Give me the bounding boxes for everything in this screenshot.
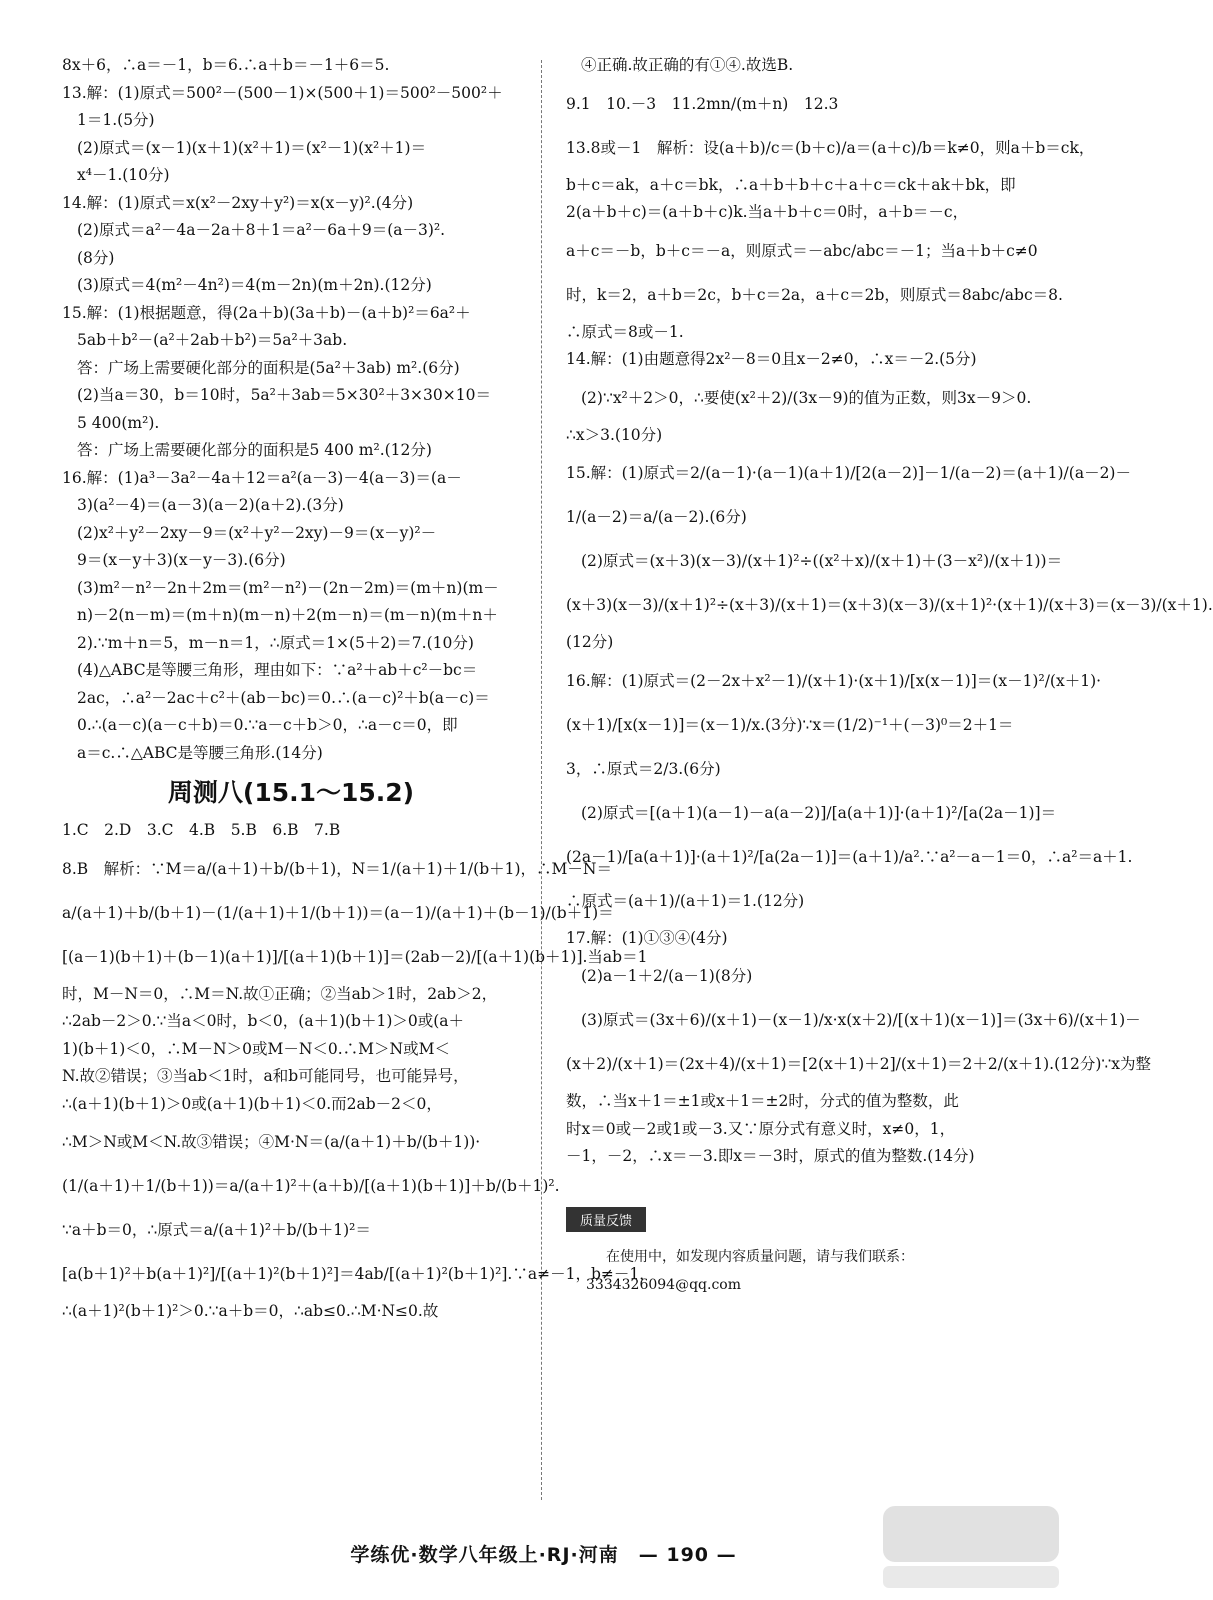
page-footer: 学练优·数学八年级上·RJ·河南 — 190 — [350,1544,737,1566]
text-line: 16.解：(1)原式＝(2－2x＋x²－1)/(x＋1)·(x＋1)/[x(x－1)]＝(x－1)²/(x＋1)· [566,671,1102,690]
text-line: (x＋1)/[x(x－1)]＝(x－1)/x.(3分)∵x＝(1/2)⁻¹＋(－3)⁰＝2＋1＝ [566,715,1014,734]
right-column [566,52,1213,1298]
text-line: 5 400(m²). [77,413,160,432]
text-line: ∴(a＋1)²(b＋1)²＞0.∵a＋b＝0，∴ab≤0.∴M·N≤0.故 [62,1302,439,1320]
text-line: 9.1 10.－3 11.2mn/(m＋n) 12.3 [566,94,839,113]
watermark-logo [877,1500,1065,1592]
text-line: ∴原式＝8或－1. [566,322,684,341]
text-line: 时x＝0或－2或1或－3.又∵原分式有意义时，x≠0，1， [566,1119,956,1138]
text-line: ∴M＞N或M＜N.故③错误；④M·N＝(a/(a＋1)＋b/(b＋1))· [62,1133,481,1151]
text-line: 3)(a²－4)＝(a－3)(a－2)(a＋2).(3分) [77,496,344,514]
text-line: 15.解：(1)根据题意，得(2a＋b)(3a＋b)－(a＋b)²＝6a²＋ [62,303,471,322]
text-line: ∴原式＝(a＋1)/(a＋1)＝1.(12分) [566,891,805,910]
text-line: b＋c＝ak，a＋c＝bk，∴a＋b＋b＋c＋a＋c＝ck＋ak＋bk，即 [566,175,1016,194]
text-line: 时，k＝2，a＋b＝2c，b＋c＝2a，a＋c＝2b，则原式＝8abc/abc＝8. [566,285,1063,304]
text-line: 2ac，∴a²－2ac＋c²＋(ab－bc)＝0.∴(a－c)²＋b(a－c)＝ [77,688,490,707]
text-line: 13.解：(1)原式＝500²－(500－1)×(500＋1)＝500²－500²＋ [62,83,503,102]
text-line: (2)a－1＋2/(a－1)(8分) [581,967,753,985]
text-line: －1，－2，∴x＝－3.即x＝－3时，原式的值为整数.(14分) [566,1147,975,1165]
text-line: [(a－1)(b＋1)＋(b－1)(a＋1)]/[(a＋1)(b＋1)]＝(2ab－2)/[(a＋1)(b＋1)].当ab＝1 [62,947,648,966]
text-line: x⁴－1.(10分) [77,166,170,184]
text-line: ∵a＋b＝0，∴原式＝a/(a＋1)²＋b/(b＋1)²＝ [62,1221,371,1239]
text-line: 1＝1.(5分) [77,111,155,129]
text-line: 3，∴原式＝2/3.(6分) [566,759,721,778]
text-line: (4)△ABC是等腰三角形，理由如下：∵a²＋ab＋c²－bc＝ [77,661,478,679]
text-line: (3)m²－n²－2n＋2m＝(m²－n²)－(2n－2m)＝(m＋n)(m－ [77,578,499,597]
text-line: 8.B 解析：∵M＝a/(a＋1)＋b/(b＋1)，N＝1/(a＋1)＋1/(b＋1)，∴M－N＝ [62,859,612,878]
feedback-text: 在使用中，如发现内容质量问题，请与我们联系： [606,1248,914,1265]
text-line: 14.解：(1)由题意得2x²－8＝0且x－2≠0，∴x＝－2.(5分) [566,350,977,368]
text-line: 时，M－N＝0，∴M＝N.故①正确；②当ab＞1时，2ab＞2， [62,984,498,1003]
feedback-label: 质量反馈 [566,1207,646,1232]
text-line: (2)∵x²＋2＞0，∴要使(x²＋2)/(3x－9)的值为正数，则3x－9＞0. [581,388,1032,407]
text-line: (3)原式＝(3x＋6)/(x＋1)－(x－1)/x·x(x＋2)/[(x＋1)(x－1)]＝(3x＋6)/(x＋1)－ [581,1011,1141,1029]
text-line: a＋c＝－b，b＋c＝－a，则原式＝－abc/abc＝－1；当a＋b＋c≠0 [566,241,1038,260]
text-line: ∴(a＋1)(b＋1)＞0或(a＋1)(b＋1)＜0.而2ab－2＜0， [62,1094,442,1113]
text-line: 0.∴(a－c)(a－c＋b)＝0.∵a－c＋b＞0，∴a－c＝0，即 [77,716,458,734]
text-line: [a(b＋1)²＋b(a＋1)²]/[(a＋1)²(b＋1)²]＝4ab/[(a＋1)²(b＋1)²].∵a≠－1，b≠－1， [62,1265,655,1283]
text-line: 2).∵m＋n＝5，m－n＝1，∴原式＝1×(5＋2)＝7.(10分) [77,633,474,652]
text-line: (3)原式＝4(m²－4n²)＝4(m－2n)(m＋2n).(12分) [77,276,432,294]
text-line: 9＝(x－y＋3)(x－y－3).(6分) [77,551,286,569]
text-line: (8分) [77,248,115,267]
text-line: 1/(a－2)＝a/(a－2).(6分) [566,508,747,526]
feedback-email[interactable]: 3334326094@qq.com [586,1276,741,1293]
text-line: (2)当a＝30，b＝10时，5a²＋3ab＝5×30²＋3×30×10＝ [77,386,491,404]
text-line: (x＋3)(x－3)/(x＋1)²÷(x＋3)/(x＋1)＝(x＋3)(x－3)/(x＋1)²·(x＋1)/(x＋3)＝(x－3)/(x＋1). [566,596,1213,614]
column-divider [541,60,542,1500]
text-line: 8x＋6，∴a＝－1，b＝6.∴a＋b＝－1＋6＝5. [62,56,390,74]
text-line: 5ab＋b²－(a²＋2ab＋b²)＝5a²＋3ab. [77,331,348,349]
text-line: (2)原式＝a²－4a－2a＋8＋1＝a²－6a＋9＝(a－3)². [77,221,446,239]
text-line: ④正确.故正确的有①④.故选B. [581,56,794,74]
text-line: a/(a＋1)＋b/(b＋1)－(1/(a＋1)＋1/(b＋1))＝(a－1)/(a＋1)＋(b－1)/(b＋1)＝ [62,903,614,922]
text-line: 答：广场上需要硬化部分的面积是5 400 m².(12分) [77,441,432,459]
text-line: ∴x＞3.(10分) [566,425,663,444]
text-line: (2)原式＝[(a＋1)(a－1)－a(a－2)]/[a(a＋1)]·(a＋1)²/[a(2a－1)]＝ [581,803,1057,822]
section-title: 周测八(15.1～15.2) [167,778,415,807]
text-line: 14.解：(1)原式＝x(x²－2xy＋y²)＝x(x－y)².(4分) [62,193,414,212]
text-line: N.故②错误；③当ab＜1时，a和b可能同号，也可能异号， [62,1067,469,1085]
text-line: 17.解：(1)①③④(4分) [566,928,728,947]
text-line: (2a－1)/[a(a＋1)]·(a＋1)²/[a(2a－1)]＝(a＋1)/a².∵a²－a－1＝0，∴a²＝a＋1. [566,847,1133,866]
text-line: (x＋2)/(x＋1)＝(2x＋4)/(x＋1)＝[2(x＋1)＋2]/(x＋1)＝2＋2/(x＋1).(12分)∵x为整 [566,1055,1152,1073]
text-line: (2)x²＋y²－2xy－9＝(x²＋y²－2xy)－9＝(x－y)²－ [77,523,437,542]
text-line: 1)(b＋1)＜0，∴M－N＞0或M－N＜0.∴M＞N或M＜ [62,1039,450,1058]
text-line: 数，∴当x＋1＝±1或x＋1＝±2时，分式的值为整数，此 [566,1092,959,1110]
quality-feedback [566,1207,1036,1298]
text-line: ∴2ab－2＞0.∵当a＜0时，b＜0，(a＋1)(b＋1)＞0或(a＋ [62,1012,465,1030]
text-line: 2(a＋b＋c)＝(a＋b＋c)k.当a＋b＋c＝0时，a＋b＝－c， [566,203,969,221]
text-line: 15.解：(1)原式＝2/(a－1)·(a－1)(a＋1)/[2(a－2)]－1/(a－2)＝(a＋1)/(a－2)－ [566,464,1131,482]
text-line: (1/(a＋1)＋1/(b＋1))＝a/(a＋1)²＋(a＋b)/[(a＋1)(b＋1)]＋b/(b＋1)². [62,1177,560,1195]
text-line: 13.8或－1 解析：设(a＋b)/c＝(b＋c)/a＝(a＋c)/b＝k≠0，则a＋b＝ck， [566,138,1095,157]
text-line: 答：广场上需要硬化部分的面积是(5a²＋3ab) m².(6分) [77,358,460,377]
text-line: a＝c.∴△ABC是等腰三角形.(14分) [77,743,323,762]
text-line: (2)原式＝(x＋3)(x－3)/(x＋1)²÷((x²＋x)/(x＋1)＋(3－x²)/(x＋1))＝ [581,552,1063,570]
text-line: (2)原式＝(x－1)(x＋1)(x²＋1)＝(x²－1)(x²＋1)＝ [77,138,427,157]
text-line: 1.C 2.D 3.C 4.B 5.B 6.B 7.B [62,821,341,839]
text-line: (12分) [566,633,614,651]
text-line: 16.解：(1)a³－3a²－4a＋12＝a²(a－3)－4(a－3)＝(a－ [62,468,462,487]
text-line: n)－2(n－m)＝(m＋n)(m－n)＋2(m－n)＝(m－n)(m＋n＋ [77,606,498,624]
